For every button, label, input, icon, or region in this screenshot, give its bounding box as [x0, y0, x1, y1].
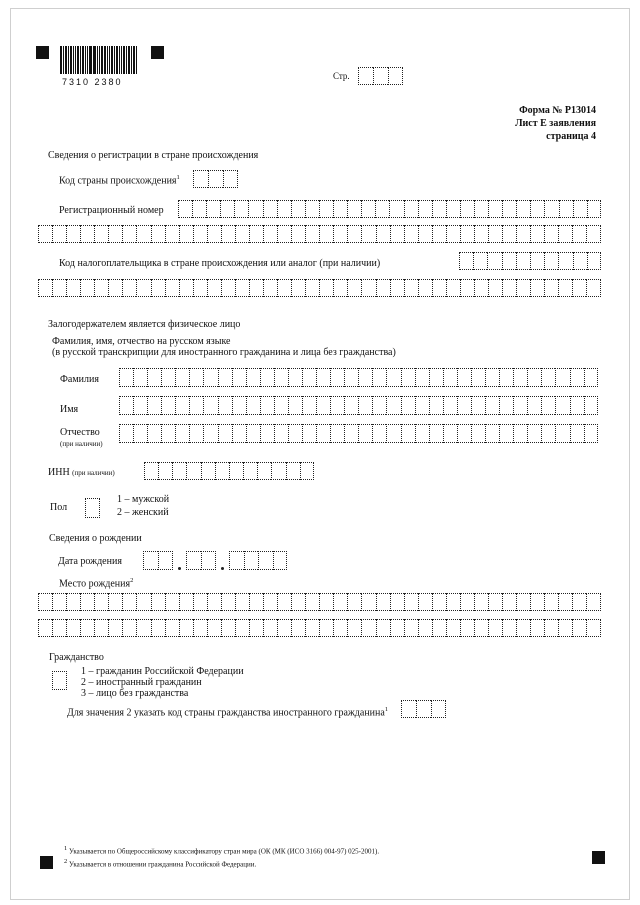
foreign-country-code-boxes[interactable] [401, 700, 446, 718]
footnote-1: $^1$ Указывается по Общероссийскому классификатору стран мира (ОК (МК (ИСО 3166) 004-97) 025-2001). [64, 845, 380, 856]
tax-code-boxes-row2[interactable] [38, 279, 601, 297]
tax-code-label: Код налогоплательщика в стране происхождения или аналог (при наличии) [59, 258, 381, 269]
registration-mark-bottom-right [592, 851, 605, 864]
registration-section-title: Сведения о регистрации в стране происхождения [48, 150, 259, 161]
page-frame [10, 8, 630, 900]
birth-year-boxes[interactable] [229, 551, 287, 570]
citizenship-option-3: 3 – лицо без гражданства [81, 688, 189, 699]
birth-place-boxes-row1[interactable] [38, 593, 601, 611]
surname-label: Фамилия [60, 374, 99, 385]
birth-date-label: Дата рождения [58, 556, 122, 567]
country-code-boxes[interactable] [193, 170, 238, 188]
patronymic-hint: (при наличии) [60, 440, 103, 448]
birth-place-label: Место рождения$^2$ [59, 577, 134, 590]
form-number: Форма № Р13014 [519, 105, 596, 116]
reg-number-boxes-row2[interactable] [38, 225, 601, 243]
registration-mark-bottom-left [40, 856, 53, 869]
reg-number-boxes-row1[interactable] [178, 200, 601, 218]
sex-option-1: 1 – мужской [117, 494, 170, 505]
inn-boxes[interactable] [144, 462, 314, 480]
registration-mark-top-left [36, 46, 49, 59]
footnote-2: $^2$ Указывается в отношении гражданина Российской Федерации. [64, 858, 257, 869]
firstname-boxes[interactable] [119, 396, 598, 415]
patronymic-boxes[interactable] [119, 424, 598, 443]
barcode [60, 46, 138, 74]
name-heading-1: Фамилия, имя, отчество на русском языке [52, 336, 231, 347]
birth-month-boxes[interactable] [186, 551, 216, 570]
citizenship-option-2: 2 – иностранный гражданин [81, 677, 202, 688]
citizenship-box[interactable] [52, 671, 67, 690]
reg-number-label: Регистрационный номер [59, 205, 164, 216]
country-code-label: Код страны происхождения$^1$ [59, 174, 180, 187]
birth-place-boxes-row2[interactable] [38, 619, 601, 637]
surname-boxes[interactable] [119, 368, 598, 387]
date-separator-dot [178, 567, 181, 570]
name-heading-2: (в русской транскрипции для иностранного гражданина и лица без гражданства) [52, 347, 396, 358]
sheet-title: Лист Е заявления [515, 118, 596, 129]
birth-section-title: Сведения о рождении [49, 533, 142, 544]
page-number-boxes[interactable] [358, 67, 403, 85]
date-separator-dot [221, 567, 224, 570]
sheet-page-title: страница 4 [546, 131, 596, 142]
foreign-country-note: Для значения 2 указать код страны гражданства иностранного гражданина$^1$ [67, 706, 389, 719]
registration-mark-top-right [151, 46, 164, 59]
barcode-number: 7310 2380 [62, 77, 123, 87]
page-label: Стр. [333, 71, 350, 81]
birth-day-boxes[interactable] [143, 551, 173, 570]
patronymic-label: Отчество [60, 427, 100, 438]
pledgeholder-title: Залогодержателем является физическое лицо [48, 319, 241, 330]
sex-label: Пол [50, 502, 68, 513]
inn-label: ИНН (при наличии) [48, 467, 115, 478]
citizenship-option-1: 1 – гражданин Российской Федерации [81, 666, 244, 677]
firstname-label: Имя [60, 404, 79, 415]
sex-box[interactable] [85, 498, 100, 518]
tax-code-boxes-row1[interactable] [459, 252, 601, 270]
citizenship-section-title: Гражданство [49, 652, 104, 663]
sex-option-2: 2 – женский [117, 507, 169, 518]
